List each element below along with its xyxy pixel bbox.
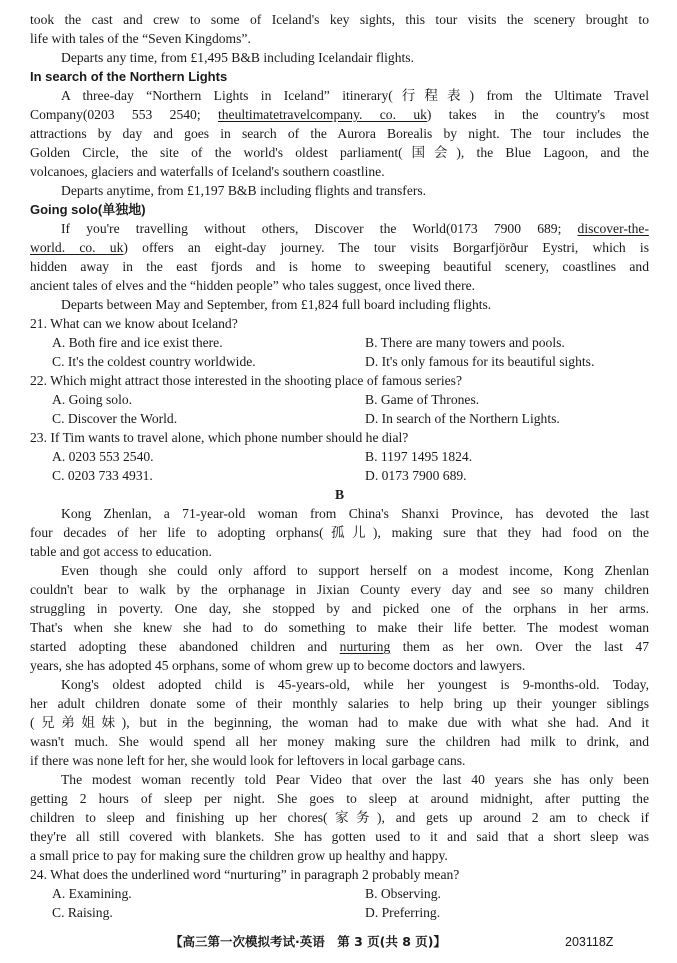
- question-options: [30, 903, 649, 922]
- passage-line: children to sleep and finishing up her chores(家务), and gets up around 2 am to check if: [30, 810, 649, 825]
- passage-line: [30, 105, 649, 124]
- question-options: [30, 352, 649, 371]
- exam-code: 203118Z: [565, 935, 614, 949]
- passage-line: The modest woman recently told Pear Video that over the last 40 years she has only been: [61, 772, 649, 787]
- passage-line: took the cast and crew to some of Iceland's key sights, this tour visits the scenery brought to: [30, 12, 649, 27]
- website-link: world. co. uk: [30, 240, 124, 255]
- option-b: B. Observing.: [365, 886, 441, 901]
- passage-line: A three-day “Northern Lights in Iceland” itinerary(行程表) from the Ultimate Travel: [61, 88, 649, 103]
- question-options: [30, 466, 649, 485]
- question-options: [30, 884, 649, 903]
- option-c: C. 0203 733 4931.: [52, 468, 153, 483]
- passage-line: attractions by day and goes in search of the Aurora Borealis by night. The tour includes the: [30, 126, 649, 141]
- option-d: D. It's only famous for its beautiful sights.: [365, 354, 595, 369]
- option-d: D. In search of the Northern Lights.: [365, 411, 560, 426]
- heading-going-solo: Going solo(单独地): [30, 202, 146, 217]
- question-options: [30, 409, 649, 428]
- passage-line: table and got access to education.: [30, 544, 212, 559]
- passage-line: [30, 238, 649, 257]
- section-b-label: B: [334, 487, 345, 502]
- passage-line: getting 2 hours of sleep per night. She goes to sleep at around midnight, after putting the: [30, 791, 649, 806]
- passage-line: years, she has adopted 45 orphans, some of whom grew up to become doctors and lawyers.: [30, 658, 526, 673]
- exam-page-label: 【高三第一次模拟考试·英语 第 3 页(共 8 页)】: [170, 934, 446, 949]
- heading-northern-lights: In search of the Northern Lights: [30, 69, 228, 84]
- passage-line: they're all still covered with blankets. She has gotten used to it and said that a short sleep was: [30, 829, 649, 844]
- passage-line: [30, 637, 649, 656]
- passage-line: That's when she knew she had to do something to make their life better. The modest woman: [30, 620, 649, 635]
- departs-line: Departs any time, from £1,495 B&B including Icelandair flights.: [61, 50, 414, 65]
- passage-line: Even though she could only afford to support herself on a modest income, Kong Zhenlan: [61, 563, 649, 578]
- passage-text: Company(0203 553 2540;: [30, 107, 218, 122]
- passage-text: If you're travelling without others, Discover the World(0173 7900 689;: [61, 221, 578, 236]
- option-a: A. Examining.: [52, 886, 132, 901]
- passage-line: volcanoes, glaciers and waterfalls of Iceland's southern coastline.: [30, 164, 385, 179]
- question-options: [30, 333, 649, 352]
- option-a: A. 0203 553 2540.: [52, 449, 154, 464]
- option-d: D. 0173 7900 689.: [365, 468, 467, 483]
- passage-line: couldn't bear to walk by the orphanage in Jixian County every day and see so many children: [30, 582, 649, 597]
- passage-line: a small price to pay for making sure the children grow up healthy and happy.: [30, 848, 448, 863]
- underlined-word-nurturing: nurturing: [339, 639, 391, 654]
- departs-line: Departs between May and September, from £1,824 full board including flights.: [61, 297, 492, 312]
- option-c: C. It's the coldest country worldwide.: [52, 354, 256, 369]
- passage-line: Kong Zhenlan, a 71-year-old woman from China's Shanxi Province, has devoted the last: [61, 506, 649, 521]
- website-link: theultimatetravelcompany. co. uk: [217, 107, 427, 122]
- passage-text: ) takes in the country's most: [426, 107, 649, 122]
- website-link: discover-the-: [577, 221, 649, 236]
- option-b: B. There are many towers and pools.: [365, 335, 565, 350]
- passage-line: four decades of her life to adopting orphans(孤儿), making sure that they had food on the: [30, 525, 649, 540]
- question-stem: 22. Which might attract those interested in the shooting place of famous series?: [30, 373, 462, 388]
- passage-text: started adopting these abandoned children and: [30, 639, 340, 654]
- option-b: B. 1197 1495 1824.: [365, 449, 473, 464]
- question-stem: 24. What does the underlined word “nurturing” in paragraph 2 probably mean?: [30, 867, 460, 882]
- passage-text: ) offers an eight-day journey. The tour visits Borgarfjörður Eystri, which is: [123, 240, 649, 255]
- passage-line: Kong's oldest adopted child is 45-years-old, while her youngest is 9-months-old. Today,: [61, 677, 649, 692]
- option-c: C. Discover the World.: [52, 411, 178, 426]
- question-stem: 21. What can we know about Iceland?: [30, 316, 238, 331]
- question-options: [30, 390, 649, 409]
- option-a: A. Both fire and ice exist there.: [52, 335, 223, 350]
- option-a: A. Going solo.: [52, 392, 133, 407]
- passage-line: struggling in poverty. One day, she stopped by and picked one of the orphans in her arms.: [30, 601, 649, 616]
- option-b: B. Game of Thrones.: [365, 392, 480, 407]
- option-d: D. Preferring.: [365, 905, 441, 920]
- passage-line: Golden Circle, the site of the world's oldest parliament(国会), the Blue Lagoon, and the: [30, 145, 649, 160]
- passage-line: wasn't much. She would spend all her money making sure the children had milk to drink, and: [30, 734, 649, 749]
- passage-line: [30, 219, 649, 238]
- passage-line: if there was none left for her, she would look for leftovers in local garbage cans.: [30, 753, 466, 768]
- passage-text: them as her own. Over the last 47: [390, 639, 649, 654]
- option-c: C. Raising.: [52, 905, 113, 920]
- passage-line: life with tales of the “Seven Kingdoms”.: [30, 31, 251, 46]
- passage-line: hidden away in the east fjords and is home to sweeping beautiful scenery, coastlines and: [30, 259, 649, 274]
- passage-line: her adult children donate some of their monthly salaries to help bring up their younger siblings: [30, 696, 649, 711]
- passage-line: (兄弟姐妹), but in the beginning, the woman had to make due with what she had. And it: [30, 715, 649, 730]
- page-footer: [0, 932, 677, 952]
- passage-line: ancient tales of elves and the “hidden people” who tales suggest, once lived there.: [30, 278, 476, 293]
- question-options: [30, 447, 649, 466]
- question-stem: 23. If Tim wants to travel alone, which phone number should he dial?: [30, 430, 409, 445]
- departs-line: Departs anytime, from £1,197 B&B including flights and transfers.: [61, 183, 427, 198]
- section-a-passage: [30, 10, 649, 922]
